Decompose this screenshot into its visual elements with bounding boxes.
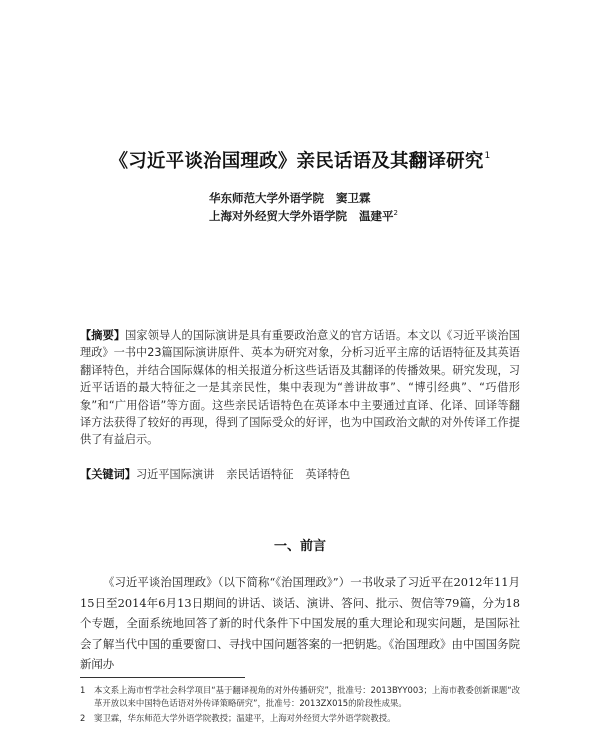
- author-footnote-marker: 2: [393, 209, 398, 217]
- abstract: [80, 327, 520, 449]
- author-line-2: [209, 208, 398, 224]
- section-heading: 一、前言: [273, 539, 326, 554]
- author-name-2: 温建平: [359, 209, 394, 223]
- keywords-label: 【关键词】: [80, 468, 136, 481]
- author-line-1: [209, 190, 371, 206]
- affiliation-1: 华东师范大学外语学院: [209, 191, 324, 205]
- footnotes: [80, 684, 520, 728]
- keyword-1: 习近平国际演讲: [135, 468, 215, 481]
- title-footnote-marker: 1: [484, 151, 491, 161]
- title-text: 《习近平谈治国理政》亲民话语及其翻译研究: [109, 151, 484, 172]
- author-name-1: 窦卫霖: [336, 191, 371, 205]
- affiliation-2: 上海对外经贸大学外语学院: [209, 209, 347, 223]
- footnote-2: [80, 712, 520, 725]
- keywords: [80, 466, 520, 482]
- footnote-divider: [80, 677, 245, 678]
- keyword-3: 英译特色: [305, 468, 351, 481]
- footnote-number: 1: [80, 685, 86, 695]
- footnote-number: 2: [80, 713, 86, 724]
- footnote-text: 窦卫霖，华东师范大学外语学院教授；温建平，上海对外经贸大学外语学院教授。: [94, 713, 396, 724]
- abstract-text: 国家领导人的国际演讲是具有重要政治意义的官方话语。本文以《习近平谈治国理政》一书中23篇国际演讲原件、英本为研究对象，分析习近平主席的话语特征及其英语翻译特色，并结合国际媒体的相关报道分析这些话语及其翻译的传播效果。研究发现，习近平话语的最大特征之一是其亲民性，集中表现为“善讲故事”、“博引经典”、“巧借形象”和“广用俗语”等方面。这些亲民话语特色在英译本中主要通过直译、化译、回译等翻译方法获得了较好的再现，得到了国际受众的好评，也为中国政治文献的对外传译工作提供了有益启示。: [80, 329, 520, 447]
- body-paragraph: 《习近平谈治国理政》（以下简称“《治国理政》”）一书收录了习近平在2012年11月15日至2014年6月13日期间的讲话、谈话、演讲、答问、批示、贺信等79篇，分为18个专题，全面系统地回答了新的时代条件下中国发展的重大理论和现实问题，是国际社会了解当代中国的重要窗口、寻找中国问题答案的一把钥匙。《治国理政》由中国国务院新闻办: [80, 575, 520, 671]
- footnote-text: 本文系上海市哲学社会科学项目“基于翻译视角的对外传播研究”，批准号：2013BYY003；上海市教委创新课题“改革开放以来中国特色话语对外传译策略研究”，批准号：2013ZX015的阶段性成果。: [94, 685, 520, 708]
- abstract-label: 【摘要】: [80, 329, 126, 342]
- keyword-2: 亲民话语特征: [226, 468, 294, 481]
- footnote-1: [80, 684, 520, 709]
- paper-title: [0, 147, 600, 173]
